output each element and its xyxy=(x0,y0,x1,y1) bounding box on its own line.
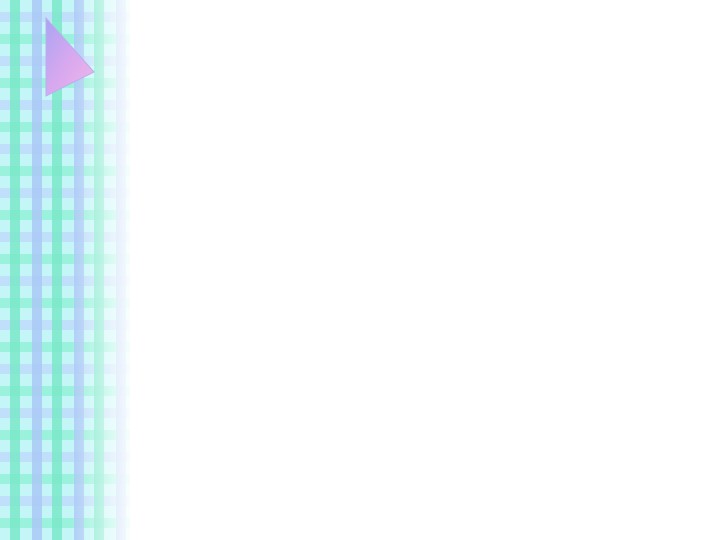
document-body xyxy=(262,28,592,73)
play-triangle-icon xyxy=(44,16,96,98)
